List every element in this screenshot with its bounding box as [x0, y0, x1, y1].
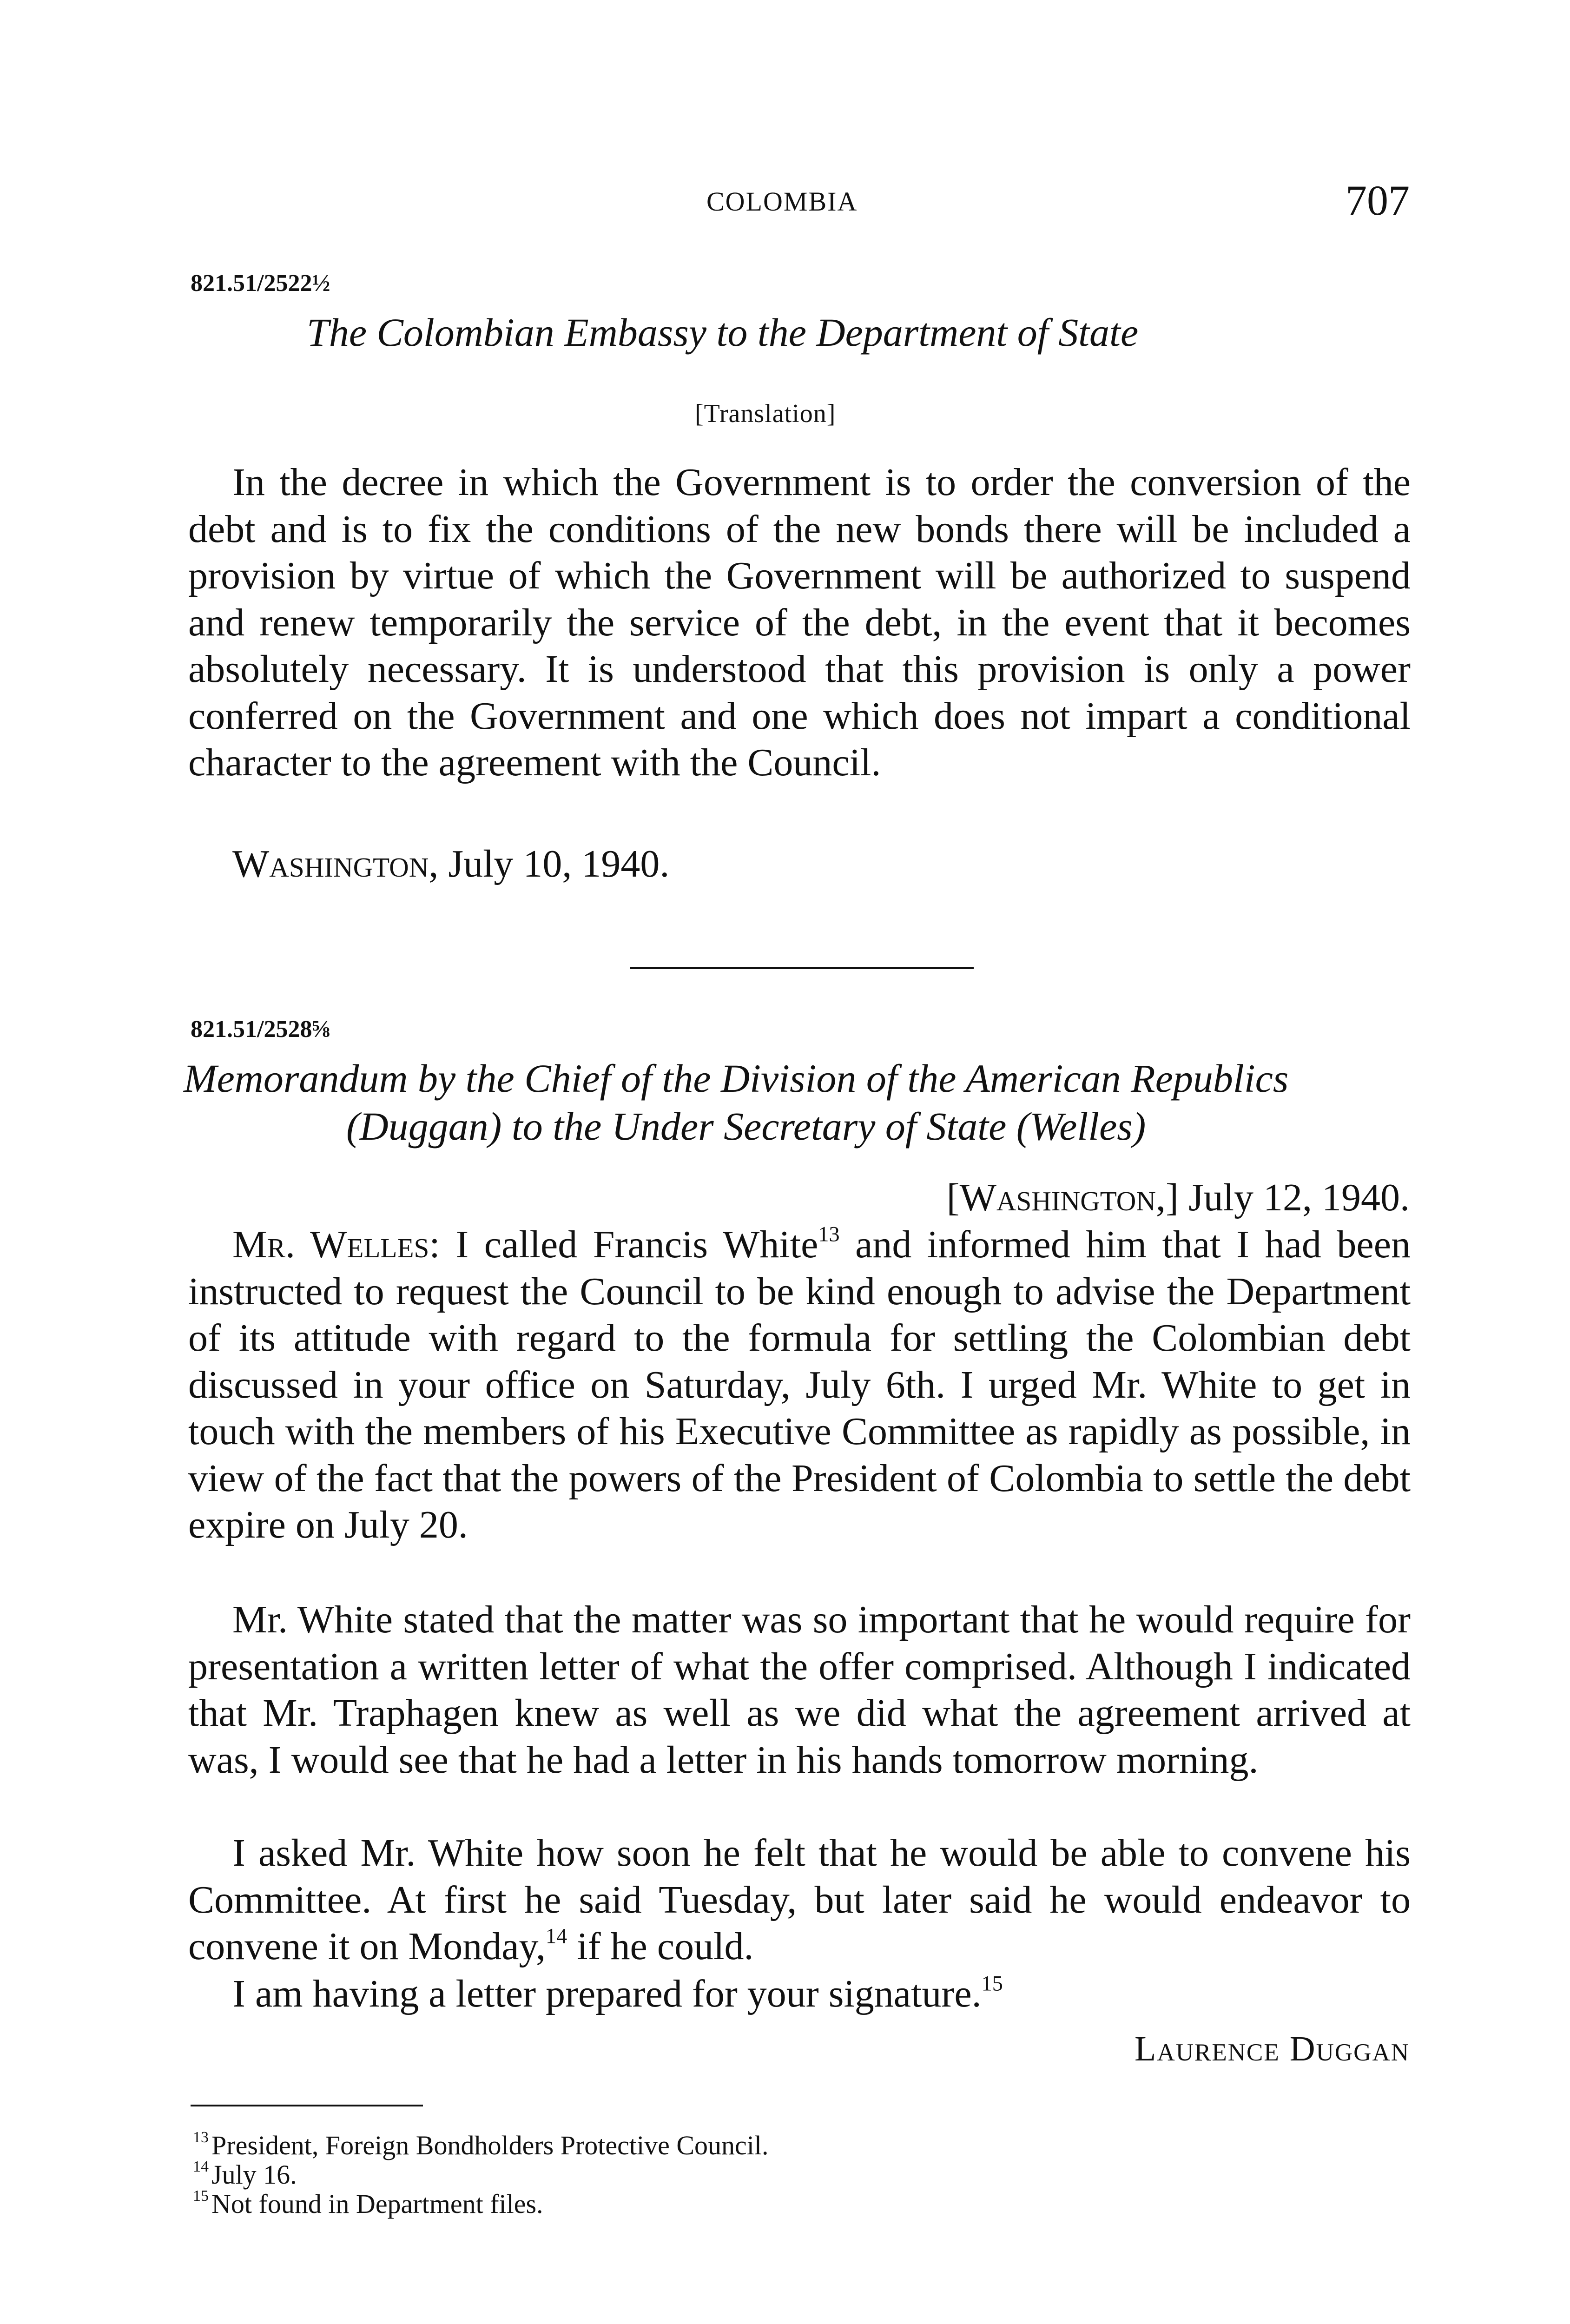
dateline-date: , July 10, 1940. — [429, 842, 670, 885]
signature: Laurence Duggan — [1135, 2029, 1410, 2068]
translation-tag: [Translation] — [695, 399, 836, 428]
document-title-line-1: Memorandum by the Chief of the Division of the American Republics — [184, 1056, 1289, 1101]
body-paragraph — [188, 1830, 1411, 1970]
dateline-place: Washington — [959, 1176, 1156, 1219]
footnote-mark: 15 — [193, 2187, 209, 2205]
paragraph-text: I asked Mr. White how soon he felt that he would be able to convene his Committee. At first he said Tuesday, but later said he would endeavor to convene it on Monday, — [188, 1831, 1411, 1968]
dateline-open: [ — [946, 1176, 960, 1219]
footnote-text: Not found in Department files. — [211, 2189, 543, 2219]
section-divider — [630, 967, 974, 969]
footnote-reference: 15 — [981, 1971, 1003, 1995]
footnote-divider — [191, 2105, 423, 2106]
footnote-mark: 14 — [193, 2158, 209, 2175]
footnote — [193, 2158, 297, 2190]
body-paragraph — [188, 1221, 1411, 1549]
file-number: 821.51/2522½ — [191, 270, 330, 297]
footnote-reference: 14 — [546, 1924, 567, 1948]
paragraph-text: if he could. — [567, 1925, 754, 1968]
file-number: 821.51/2528⅝ — [191, 1016, 330, 1043]
running-head: COLOMBIA — [706, 186, 858, 217]
footnote-text: July 16. — [211, 2159, 297, 2190]
paragraph-text: : I called Francis White — [429, 1223, 818, 1266]
dateline-date: ,] July 12, 1940. — [1156, 1176, 1410, 1219]
body-paragraph: Mr. White stated that the matter was so important that he would require for presentation a written letter of what the offer comprised. Although I indicated that Mr. Traphagen knew as well as we did what the agreement arrived at was, I would see that he had a letter in his hands tomorrow morning. — [188, 1598, 1411, 1782]
body-paragraph — [188, 1971, 1411, 2018]
dateline — [232, 841, 669, 886]
page-number: 707 — [1346, 177, 1410, 224]
footnote-text: President, Foreign Bondholders Protective Council. — [211, 2130, 769, 2160]
document-title-line-2: (Duggan) to the Under Secretary of State (Welles) — [346, 1104, 1146, 1149]
footnote-mark: 13 — [193, 2129, 209, 2146]
paragraph-text: and informed him that I had been instructed to request the Council to be kind enough to advise the Department of its attitude with regard to the formula for settling the Colombian debt discussed in your office on Saturday, July 6th. I urged Mr. White to get in touch with the members of his Executive Committee as rapidly as possible, in view of the fact that the powers of the President of Colombia to settle the debt expire on July 20. — [188, 1223, 1411, 1546]
document-title: The Colombian Embassy to the Department of State — [307, 310, 1139, 355]
paragraph-text: I am having a letter prepared for your signature. — [232, 1972, 982, 2015]
footnote — [193, 2187, 543, 2219]
body-paragraph: In the decree in which the Government is to order the conversion of the debt and is to fix the conditions of the new bonds there will be included a provision by virtue of which the Government will be authorized to suspend and renew temporarily the service of the debt, in the event that it becomes absolutely necessary. It is understood that this provision is only a power conferred on the Government and one which does not impart a conditional character to the agreement with the Council. — [188, 461, 1411, 784]
dateline-place: Washington — [232, 842, 429, 885]
dateline — [947, 1175, 1410, 1220]
salutation: Mr. Welles — [232, 1223, 429, 1266]
footnote — [193, 2129, 769, 2161]
footnote-reference: 13 — [818, 1222, 840, 1246]
